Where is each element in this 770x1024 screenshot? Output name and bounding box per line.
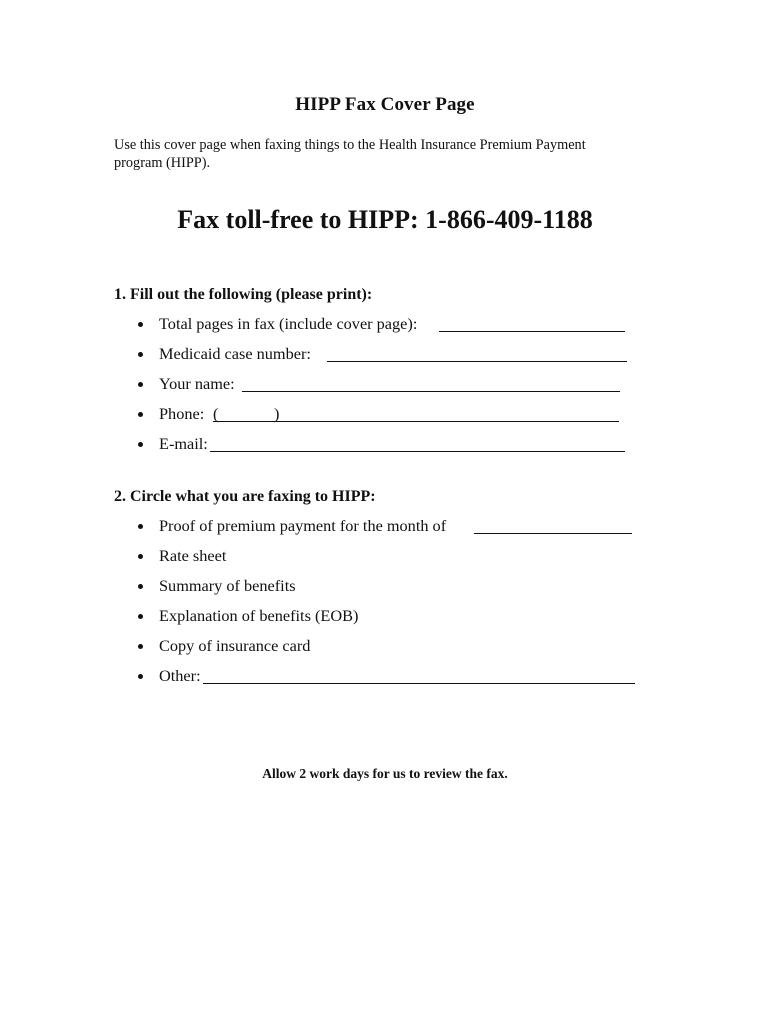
medicaid-case-field[interactable] — [327, 361, 627, 362]
other-label: Other: — [159, 666, 201, 685]
review-time-note: Allow 2 work days for us to review the fax. — [262, 766, 508, 781]
your-name-field[interactable] — [242, 391, 620, 392]
bullet-icon — [138, 322, 143, 327]
bullet-icon — [138, 674, 143, 679]
page-title: HIPP Fax Cover Page — [295, 94, 475, 115]
rate-sheet-label: Rate sheet — [159, 546, 227, 565]
bullet-icon — [138, 644, 143, 649]
intro-paragraph — [114, 136, 654, 172]
intro-line-2: program (HIPP). — [114, 155, 211, 171]
intro-line-1: Use this cover page when faxing things to the Health Insurance Premium Payment — [114, 137, 586, 153]
bullet-icon — [138, 554, 143, 559]
section-1-heading: 1. Fill out the following (please print): — [114, 286, 373, 303]
insurance-card-label: Copy of insurance card — [159, 636, 311, 655]
fax-number-heading: Fax toll-free to HIPP: 1-866-409-1188 — [177, 205, 593, 234]
phone-area-open: ( — [213, 404, 219, 423]
phone-area-close: ) — [274, 404, 280, 423]
email-field[interactable] — [210, 451, 625, 452]
medicaid-case-label: Medicaid case number: — [159, 344, 311, 363]
eob-label: Explanation of benefits (EOB) — [159, 606, 359, 625]
total-pages-label: Total pages in fax (include cover page): — [159, 314, 418, 333]
your-name-label: Your name: — [159, 374, 235, 393]
phone-field[interactable] — [213, 421, 619, 422]
proof-of-premium-label: Proof of premium payment for the month of — [159, 516, 447, 535]
bullet-icon — [138, 584, 143, 589]
section-2-heading: 2. Circle what you are faxing to HIPP: — [114, 488, 376, 505]
total-pages-field[interactable] — [439, 331, 625, 332]
summary-of-benefits-label: Summary of benefits — [159, 576, 296, 595]
premium-month-field[interactable] — [474, 533, 632, 534]
other-field[interactable] — [203, 683, 635, 684]
bullet-icon — [138, 382, 143, 387]
email-label: E-mail: — [159, 434, 208, 453]
bullet-icon — [138, 412, 143, 417]
bullet-icon — [138, 614, 143, 619]
phone-label: Phone: — [159, 404, 205, 423]
bullet-icon — [138, 352, 143, 357]
bullet-icon — [138, 442, 143, 447]
bullet-icon — [138, 524, 143, 529]
